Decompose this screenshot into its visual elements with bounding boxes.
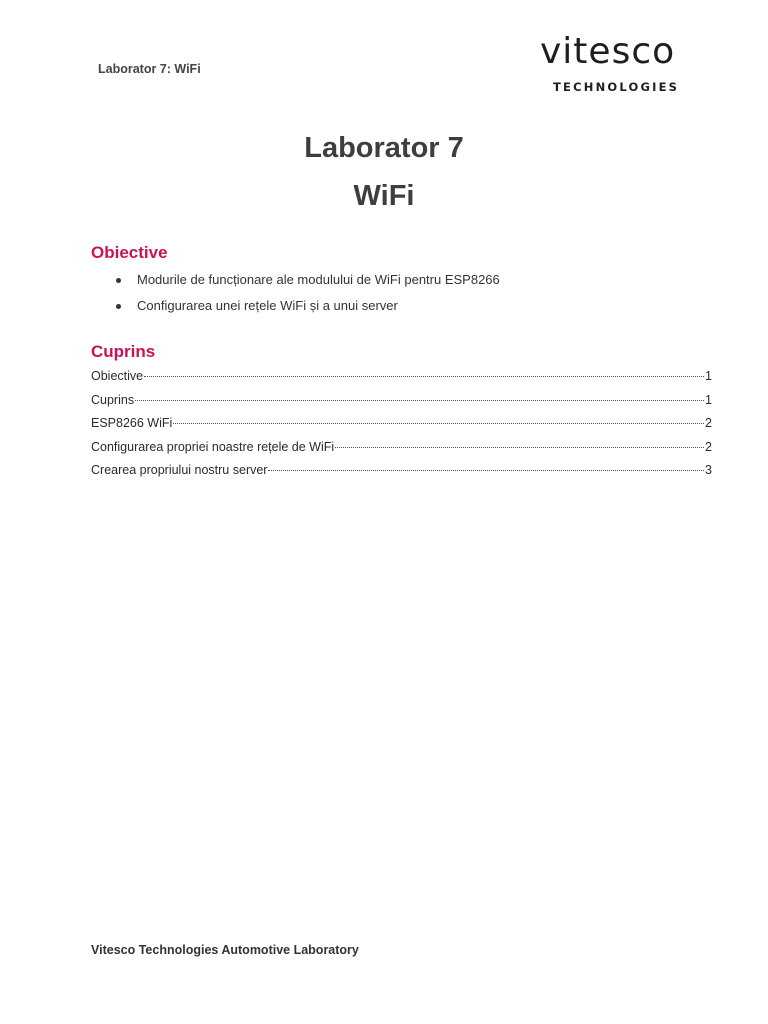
toc-entry-cuprins[interactable] — [91, 393, 712, 417]
objectives-heading: Obiective — [91, 243, 168, 262]
logo-wordmark: vitesco — [540, 31, 676, 72]
toc-dot-leader — [335, 447, 704, 448]
toc-dot-leader — [135, 400, 704, 401]
list-item — [114, 297, 500, 323]
objectives-list — [114, 271, 500, 323]
page-footer: Vitesco Technologies Automotive Laboratory — [91, 943, 359, 957]
list-item — [114, 271, 500, 297]
vitesco-logo — [540, 31, 710, 96]
toc-dot-leader — [268, 470, 704, 471]
toc-entry-label: Cuprins — [91, 392, 135, 407]
list-item-text: Modurile de funcționare ale modulului de WiFi pentru ESP8266 — [137, 272, 500, 287]
document-subtitle: WiFi — [353, 180, 415, 212]
bullet-icon — [116, 278, 121, 283]
logo-subtitle: TECHNOLOGIES — [553, 80, 680, 94]
toc-entry-label: Configurarea propriei noastre rețele de WiFi — [91, 439, 335, 454]
toc-page-number: 2 — [705, 439, 712, 454]
toc-entry-crearea-server[interactable] — [91, 463, 712, 487]
toc-page-number: 2 — [705, 416, 712, 430]
toc-entry-label: Crearea propriului nostru server — [91, 463, 268, 477]
toc-entry-label: ESP8266 WiFi — [91, 416, 173, 430]
toc-dot-leader — [173, 423, 704, 424]
toc-entry-label: Obiective — [91, 369, 144, 383]
toc-page-number: 3 — [705, 463, 712, 477]
table-of-contents — [91, 369, 712, 487]
toc-heading: Cuprins — [91, 342, 156, 361]
toc-page-number: 1 — [705, 392, 712, 407]
toc-entry-configurarea-retele[interactable] — [91, 440, 712, 464]
running-header-title: Laborator 7: WiFi — [98, 62, 201, 76]
toc-page-number: 1 — [705, 369, 712, 383]
list-item-text: Configurarea unei rețele WiFi și a unui server — [137, 298, 398, 313]
bullet-icon — [116, 304, 121, 309]
document-title: Laborator 7 — [304, 132, 464, 164]
toc-dot-leader — [144, 376, 704, 377]
toc-entry-obiective[interactable] — [91, 369, 712, 393]
toc-entry-esp8266-wifi[interactable] — [91, 416, 712, 440]
